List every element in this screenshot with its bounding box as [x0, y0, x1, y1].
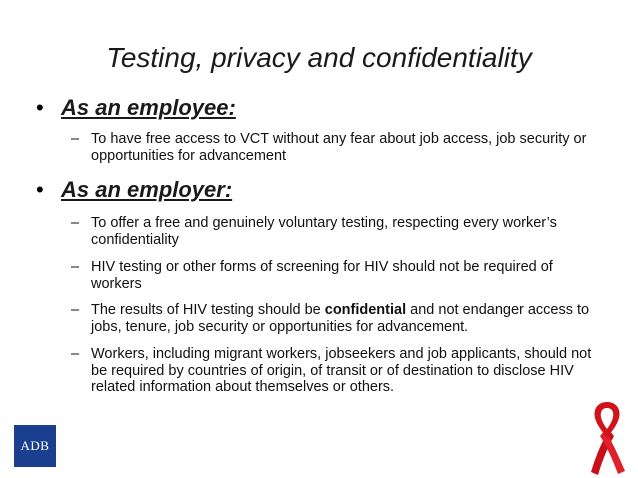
section-employer-heading — [36, 176, 232, 204]
adb-logo — [14, 425, 56, 467]
text-before: The results of HIV testing should be — [91, 302, 325, 318]
dash: – — [71, 131, 80, 147]
confidential-emphasis: confidential — [324, 302, 407, 318]
employer-item-3 — [71, 302, 601, 335]
dash: – — [71, 302, 80, 318]
bullet: • — [36, 177, 44, 202]
dash: – — [71, 259, 80, 275]
employee-heading: As an employee: — [61, 95, 236, 120]
employer-item-1-text: To offer a free and genuinely voluntary testing, respecting every worker’s confidentiality — [91, 215, 557, 248]
slide-title: Testing, privacy and confidentiality — [106, 42, 532, 73]
employer-item-4 — [71, 346, 601, 396]
employer-heading: As an employer: — [61, 177, 233, 202]
dash: – — [71, 346, 80, 362]
employee-item-1-text: To have free access to VCT without any fear about job access, job security or opportunities for advancement — [91, 131, 587, 164]
employer-item-3-text — [91, 302, 601, 335]
employer-item-1 — [71, 215, 601, 248]
dash: – — [71, 215, 80, 231]
ribbon-loop — [595, 402, 620, 438]
bullet: • — [36, 95, 44, 120]
text-after: and not endanger access to jobs, tenure, job security or opportunities for advancement. — [91, 302, 590, 335]
employer-item-2 — [71, 259, 601, 292]
employee-item-1 — [71, 131, 601, 164]
red-ribbon-icon — [585, 400, 631, 476]
employer-item-2-text: HIV testing or other forms of screening for HIV should not be required of workers — [91, 259, 553, 292]
employer-item-4-text: Workers, including migrant workers, jobseekers and job applicants, should not be required by countries of origin, of transit or of destination to disclose HIV related information about themselves or others. — [91, 346, 592, 395]
adb-logo-text: ADB — [20, 438, 50, 453]
section-employee-heading — [36, 94, 236, 122]
